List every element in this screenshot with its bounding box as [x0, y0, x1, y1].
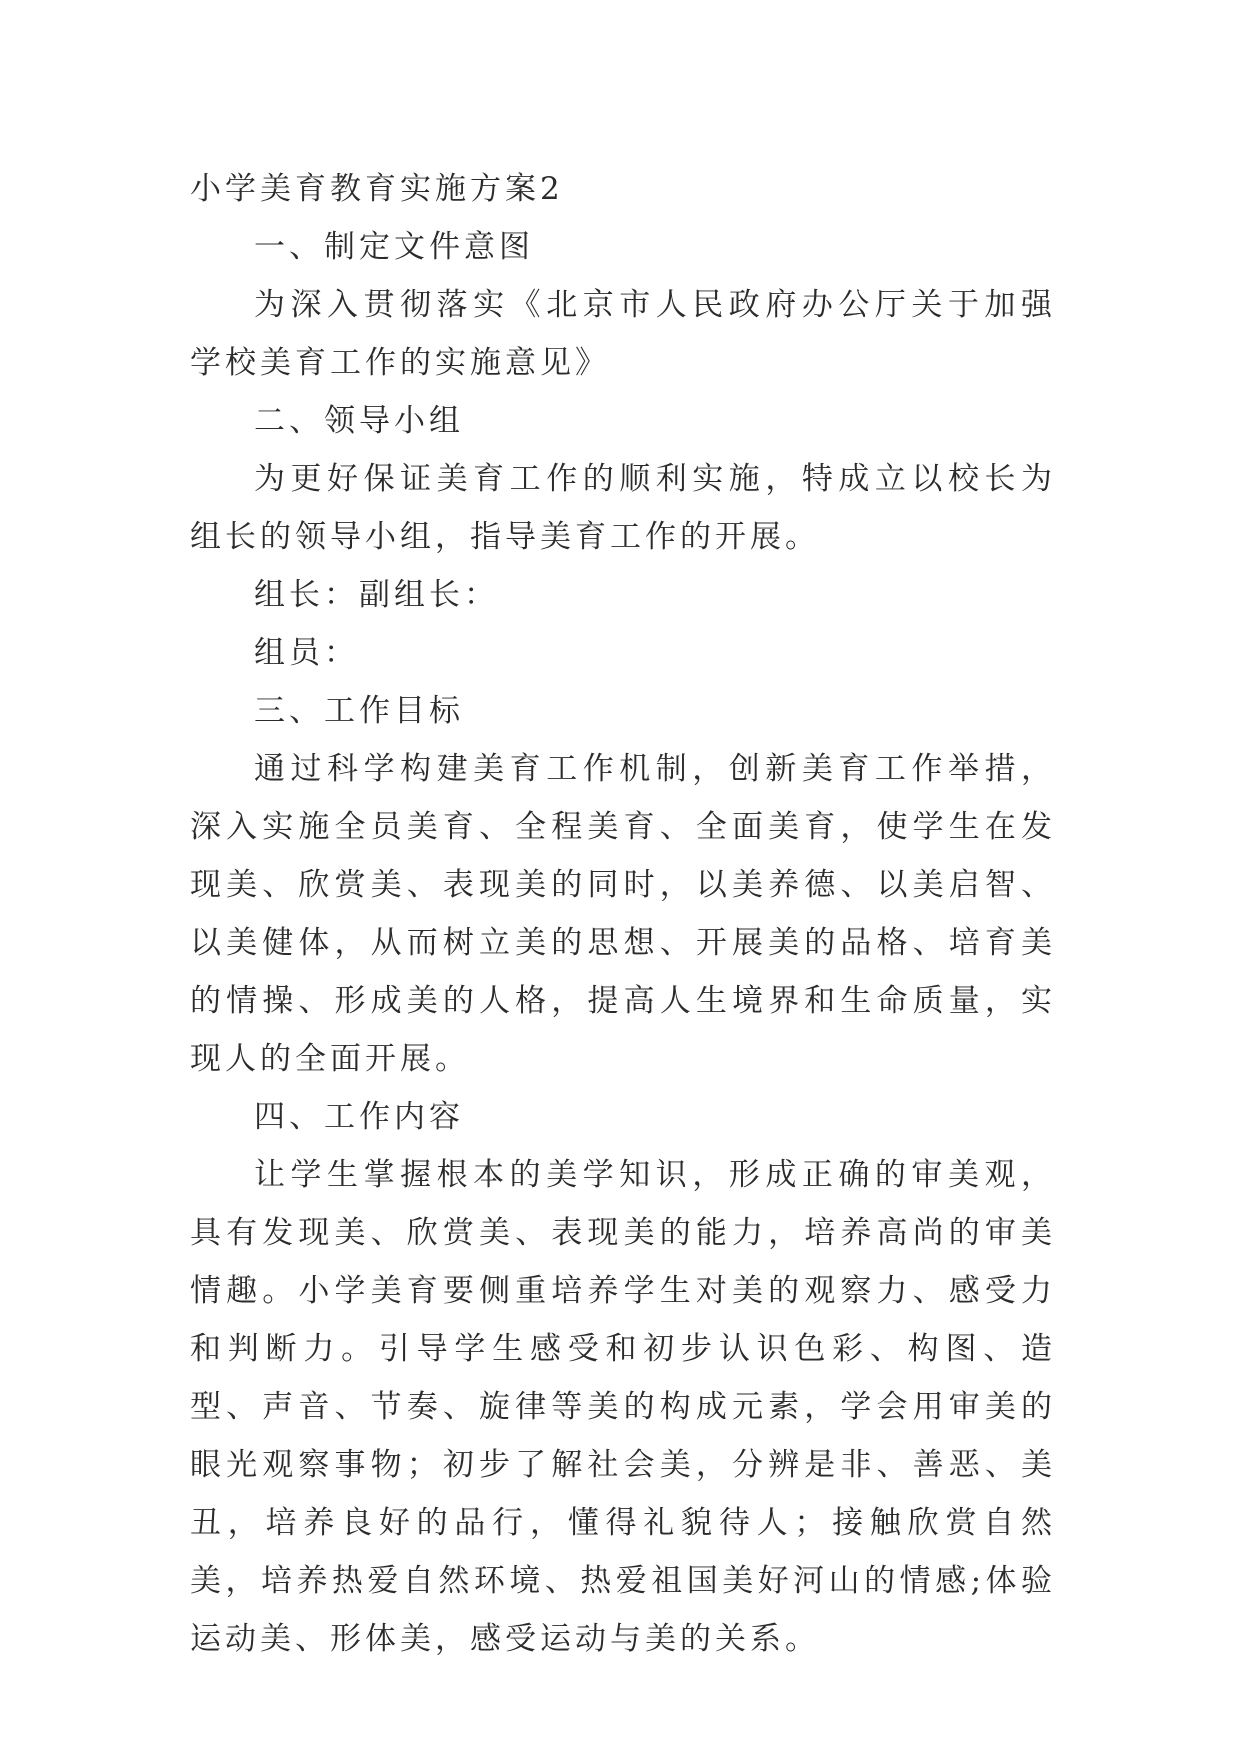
paragraph-leadership: 为更好保证美育工作的顺利实施，特成立以校长为组长的领导小组，指导美育工作的开展。 — [190, 461, 1056, 555]
paragraph-goals: 通过科学构建美育工作机制，创新美育工作举措，深入实施全员美育、全程美育、全面美育，使学生在发现美、欣赏美、表现美的同时，以美养德、以美启智、以美健体，从而树立美的思想、开展美的品格、培育美的情操、形成美的人格，提高人生境界和生命质量，实现人的全面开展。 — [190, 751, 1056, 1077]
section-heading-1: 一、制定文件意图 — [254, 229, 534, 265]
paragraph-content: 让学生掌握根本的美学知识，形成正确的审美观，具有发现美、欣赏美、表现美的能力，培养高尚的审美情趣。小学美育要侧重培养学生对美的观察力、感受力和判断力。引导学生感受和初步认识色彩、构图、造型、声音、节奏、旋律等美的构成元素，学会用审美的眼光观察事物；初步了解社会美，分辨是非、善恶、美丑，培养良好的品行，懂得礼貌待人；接触欣赏自然美，培养热爱自然环境、热爱祖国美好河山的情感;体验运动美、形体美，感受运动与美的关系。 — [190, 1157, 1056, 1657]
document-title: 小学美育教育实施方案2 — [190, 171, 564, 207]
document-body — [190, 160, 1056, 1668]
section-heading-2: 二、领导小组 — [254, 403, 464, 439]
paragraph-leaders: 组长：副组长： — [254, 577, 499, 613]
section-heading-3: 三、工作目标 — [254, 693, 464, 729]
paragraph-members: 组员： — [254, 635, 359, 671]
paragraph-purpose: 为深入贯彻落实《北京市人民政府办公厅关于加强学校美育工作的实施意见》 — [190, 287, 1056, 381]
section-heading-4: 四、工作内容 — [254, 1099, 464, 1135]
